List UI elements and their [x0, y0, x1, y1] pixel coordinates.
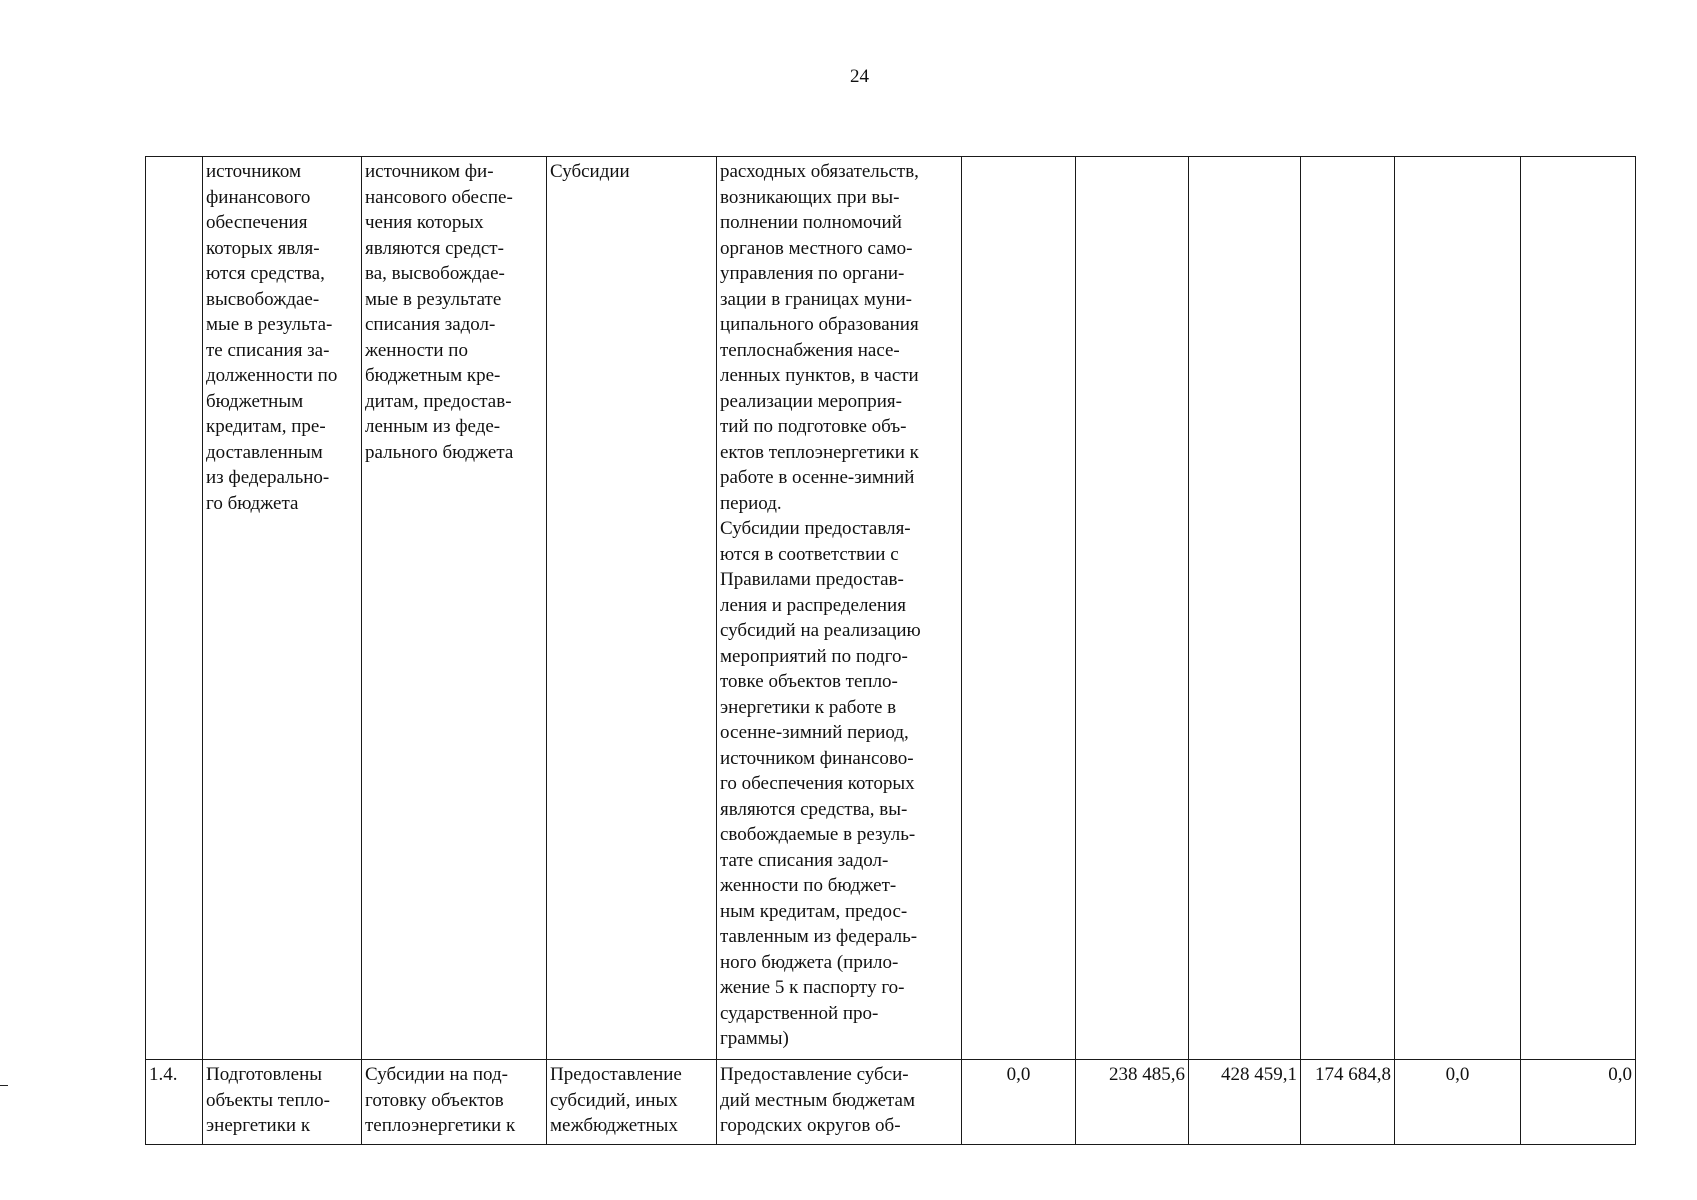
- cell-value-6: [1521, 157, 1636, 1060]
- cell-measure: источником фи- нансового обеспе- чения которых являются средст- ва, высвобождае- мые в результате списания задол- женности по бюджетным кре- дитам, предостав- ленным из феде- рального бюджета: [362, 157, 547, 1060]
- cell-value-4: 174 684,8: [1301, 1060, 1395, 1145]
- cell-value-4: [1301, 157, 1395, 1060]
- cell-value-6: 0,0: [1521, 1060, 1636, 1145]
- cell-value-3: 428 459,1: [1189, 1060, 1301, 1145]
- cell-result: Подготовлены объекты тепло- энергетики к: [203, 1060, 362, 1145]
- margin-mark: [0, 1085, 8, 1086]
- program-table: [145, 156, 1636, 1145]
- cell-description: Предоставление субси- дий местным бюджетам городских округов об-: [717, 1060, 962, 1145]
- table-row-1-4: [146, 1060, 1636, 1145]
- cell-num: 1.4.: [146, 1060, 203, 1145]
- cell-value-1: 0,0: [962, 1060, 1076, 1145]
- page-number: 24: [850, 66, 869, 87]
- table-row-continued: [146, 157, 1636, 1060]
- cell-value-1: [962, 157, 1076, 1060]
- cell-measure: Субсидии на под- готовку объектов теплоэнергетики к: [362, 1060, 547, 1145]
- cell-type: Предоставление субсидий, иных межбюджетных: [547, 1060, 717, 1145]
- cell-result: источником финансового обеспечения которых явля- ются средства, высвобождае- мые в результа- те списания за- долженности по бюджетным кредитам, пре- доставленным из федерально- го бюджета: [203, 157, 362, 1060]
- cell-num: [146, 157, 203, 1060]
- cell-type: Субсидии: [547, 157, 717, 1060]
- cell-value-5: [1395, 157, 1521, 1060]
- cell-description: расходных обязательств, возникающих при вы- полнении полномочий органов местного само- управления по органи- зации в границах муни- ципального образования теплоснабжения насе- ленных пунктов, в части реализации мероприя- тий по подготовке объ- ектов теплоэнергетики к работе в осенне-зимний период. Субсидии предоставля- ются в соответствии с Правилами предостав- ления и распределения субсидий на реализацию мероприятий по подго- товке объектов тепло- энергетики к работе в осенне-зимний период, источником финансово- го обеспечения которых являются средства, вы- свобождаемые в резуль- тате списания задол- женности по бюджет- ным кредитам, предос- тавленным из федераль- ного бюджета (прило- жение 5 к паспорту го- сударственной про- граммы): [717, 157, 962, 1060]
- cell-value-5: 0,0: [1395, 1060, 1521, 1145]
- cell-value-3: [1189, 157, 1301, 1060]
- cell-value-2: 238 485,6: [1076, 1060, 1189, 1145]
- cell-value-2: [1076, 157, 1189, 1060]
